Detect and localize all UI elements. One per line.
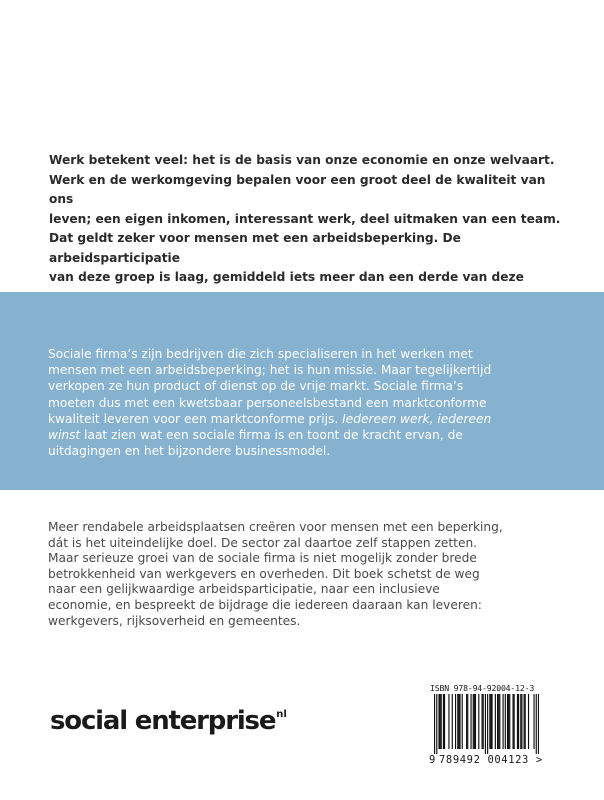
barcode-number: 789492 004123 > xyxy=(439,754,543,766)
intro-line: leven; een eigen inkomen, interessant werk, deel uitmaken van een team. xyxy=(49,211,561,226)
barcode-bar xyxy=(528,694,529,749)
barcode-bar xyxy=(478,694,479,749)
barcode-bar xyxy=(509,694,510,749)
barcode-bar xyxy=(467,694,468,749)
barcode-bar xyxy=(434,694,435,754)
barcode-bar xyxy=(520,694,521,749)
band-line: Sociale firma’s zijn bedrijven die zich specialiseren in het werken met xyxy=(48,347,473,361)
barcode-bar xyxy=(517,694,518,749)
publisher-logo xyxy=(50,706,287,736)
lower-line: economie, en bespreekt de bijdrage die iedereen daaraan kan leveren: xyxy=(48,597,482,612)
barcode-bar xyxy=(452,694,453,749)
lower-line: Meer rendabele arbeidsplaatsen creëren voor mensen met een beperking, xyxy=(48,520,503,534)
barcode-bar xyxy=(436,694,437,754)
barcode-bar xyxy=(475,694,476,749)
band-paragraph xyxy=(48,346,578,459)
band-line: verkopen ze hun product of dienst op de vrije markt. Sociale firma’s xyxy=(48,379,464,394)
barcode-bar xyxy=(491,694,492,749)
barcode-bar xyxy=(498,694,499,749)
barcode-bar xyxy=(485,694,486,754)
barcode-bar xyxy=(518,694,519,749)
logo-suffix: nl xyxy=(276,709,287,720)
barcode-bar xyxy=(441,694,442,749)
barcode-bar xyxy=(438,694,439,749)
barcode-first-digit: 9 xyxy=(429,754,436,766)
band-line-text: laat zien wat een sociale firma is en toont de kracht ervan, de xyxy=(80,428,463,443)
band-line: mensen met een arbeidsbeperking; het is hun missie. Maar tegelijkertijd xyxy=(48,363,492,378)
lower-line: naar een gelijkwaardige arbeidsparticipatie, naar een inclusieve xyxy=(48,582,440,597)
lower-line: betrokkenheid van werkgevers en overheden. Dit boek schetst de weg xyxy=(48,566,480,581)
barcode-bar xyxy=(474,694,475,749)
barcode-bar xyxy=(503,694,504,749)
barcode-bar xyxy=(448,694,449,749)
barcode-bar xyxy=(512,694,513,749)
barcode-bar xyxy=(440,694,441,749)
barcode-bar xyxy=(497,694,498,749)
barcode-bar xyxy=(495,694,496,749)
band-line: moeten dus met een kwetsbaar personeelsbestand een marktconforme xyxy=(48,395,487,410)
barcode-bar xyxy=(505,694,506,749)
barcode-bar xyxy=(514,694,515,749)
barcode-bar xyxy=(459,694,460,749)
intro-line: van deze groep is laag, gemiddeld iets meer dan een derde van deze xyxy=(49,270,524,284)
barcode-bar xyxy=(507,694,508,749)
barcode-bar xyxy=(499,694,500,749)
lower-line: dát is het uiteindelijke doel. De sector zal daartoe zelf stappen zetten. xyxy=(48,535,478,550)
barcode-bar xyxy=(536,694,537,754)
band-line xyxy=(48,427,578,443)
barcode-bar xyxy=(444,694,445,749)
barcode-bar xyxy=(533,694,534,749)
intro-line: Dat geldt zeker voor mensen met een arbeidsbeperking. De arbeidsparticipatie xyxy=(49,231,461,265)
intro-line: Werk en de werkomgeving bepalen voor een groot deel de kwaliteit van ons xyxy=(49,172,546,206)
barcode-bar xyxy=(462,694,463,749)
book-title-italic: winst xyxy=(48,428,81,443)
barcode xyxy=(434,694,539,754)
band-line xyxy=(48,411,578,427)
barcode-bar xyxy=(466,694,467,749)
lower-line: werkgevers, rijksoverheid en gemeentes. xyxy=(48,613,301,628)
lower-line: Maar serieuze groei van de sociale firma is niet mogelijk zonder brede xyxy=(48,551,477,566)
barcode-bar xyxy=(508,694,509,749)
barcode-bar xyxy=(457,694,458,749)
lower-paragraph xyxy=(48,520,578,629)
band-line-text: kwaliteit leveren voor een marktconforme prijs. xyxy=(48,411,343,426)
barcode-bar xyxy=(487,694,488,754)
barcode-bar xyxy=(489,694,490,749)
barcode-bar xyxy=(443,694,444,749)
intro-line: Werk betekent veel: het is de basis van onze economie en onze welvaart. xyxy=(49,153,555,167)
barcode-bar xyxy=(455,694,456,749)
logo-text: social enterprise xyxy=(50,706,276,736)
barcode-bar xyxy=(525,694,526,749)
barcode-bar xyxy=(483,694,484,749)
barcode-bar xyxy=(490,694,491,749)
isbn-label: ISBN 978-94-92004-12-3 xyxy=(430,683,535,693)
barcode-bar xyxy=(458,694,459,749)
barcode-bar xyxy=(470,694,471,749)
barcode-bar xyxy=(482,694,483,749)
barcode-bar xyxy=(473,694,474,749)
band-line: uitdagingen en het bijzondere businessmodel. xyxy=(48,444,331,459)
book-title-italic: Iedereen werk, iedereen xyxy=(342,411,492,426)
barcode-bar xyxy=(524,694,525,749)
barcode-bar xyxy=(538,694,539,754)
barcode-bar xyxy=(521,694,522,749)
